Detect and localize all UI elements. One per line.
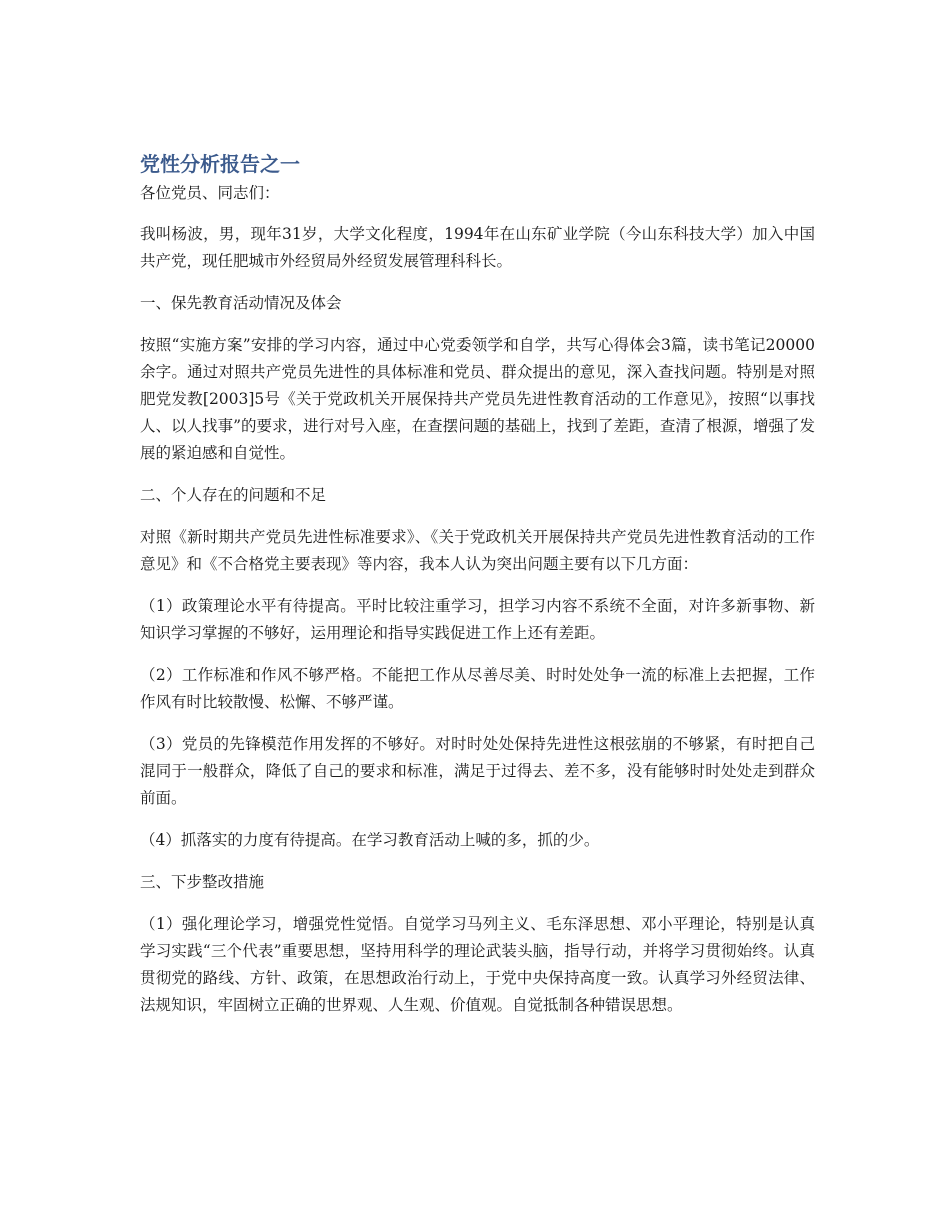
list-item-problem-1: （1）政策理论水平有待提高。平时比较注重学习，担学习内容不系统不全面，对许多新事物、新知识学习掌握的不够好，运用理论和指导实践促进工作上还有差距。: [140, 597, 815, 642]
section-heading-3: 三、下步整改措施: [140, 873, 265, 891]
section-heading-1: 一、保先教育活动情况及体会: [140, 294, 342, 312]
list-item-problem-4: （4）抓落实的力度有待提高。在学习教育活动上喊的多，抓的少。: [140, 831, 600, 849]
section-heading-2: 二、个人存在的问题和不足: [140, 486, 327, 504]
list-item-measure-1: （1）强化理论学习，增强党性觉悟。自觉学习马列主义、毛东泽思想、邓小平理论，特别是认真学习实践“三个代表”重要思想，坚持用科学的理论武装头脑，指导行动，并将学习贯彻始终。认真贯彻党的路线、方针、政策，在思想政治行动上，于党中央保持高度一致。认真学习外经贸法律、法规知识，牢固树立正确的世界观、人生观、价值观。自觉抵制各种错误思想。: [140, 915, 815, 1014]
document-body: [140, 150, 815, 1034]
greeting: 各位党员、同志们：: [140, 184, 280, 202]
list-item-problem-2: （2）工作标准和作风不够严格。不能把工作从尽善尽美、时时处处争一流的标准上去把握，工作作风有时比较散慢、松懈、不够严谨。: [140, 666, 815, 711]
paragraph-study: 按照“实施方案”安排的学习内容，通过中心党委领学和自学，共写心得体会3篇，读书笔记20000余字。通过对照共产党员先进性的具体标准和党员、群众提出的意见，深入查找问题。特别是对照肥党发教[2003]5号《关于党政机关开展保持共产党员先进性教育活动的工作意见》，按照“以事找人、以人找事”的要求，进行对号入座，在查摆问题的基础上，找到了差距，查清了根源，增强了发展的紧迫感和自觉性。: [140, 336, 815, 462]
paragraph-problems-intro: 对照《新时期共产党员先进性标准要求》、《关于党政机关开展保持共产党员先进性教育活动的工作意见》和《不合格党主要表现》等内容，我本人认为突出问题主要有以下几方面：: [140, 528, 815, 573]
paragraph-intro: 我叫杨波，男，现年31岁，大学文化程度，1994年在山东矿业学院（今山东科技大学）加入中国共产党，现任肥城市外经贸局外经贸发展管理科科长。: [140, 225, 815, 270]
list-item-problem-3: （3）党员的先锋模范作用发挥的不够好。对时时处处保持先进性这根弦崩的不够紧，有时把自己混同于一般群众，降低了自己的要求和标准，满足于过得去、差不多，没有能够时时处处走到群众前面。: [140, 735, 815, 807]
document-title: 党性分析报告之一: [140, 152, 300, 176]
